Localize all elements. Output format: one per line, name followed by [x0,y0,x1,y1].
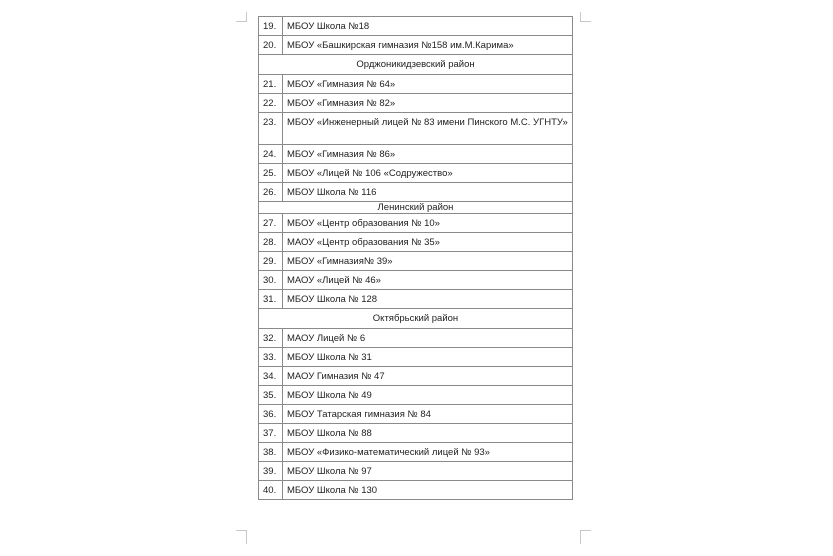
school-name: МБОУ «Лицей № 106 «Содружество» [283,164,573,183]
table-row [259,214,573,233]
row-number: 22. [259,94,283,113]
school-name: МБОУ «Гимназия№ 39» [283,252,573,271]
school-name: МБОУ Школа № 97 [283,462,573,481]
district-header-row [259,202,573,214]
crop-mark-bottom-right-h [581,530,591,531]
district-header-row [259,309,573,329]
table-row [259,252,573,271]
school-name: МБОУ Школа №18 [283,17,573,36]
table-row [259,424,573,443]
crop-mark-bottom-right-v [580,530,581,544]
table-row [259,94,573,113]
table-row [259,17,573,36]
crop-mark-bottom-left-v [246,530,247,544]
school-name: МАОУ «Центр образования № 35» [283,233,573,252]
row-number: 36. [259,405,283,424]
school-name: МБОУ «Физико-математический лицей № 93» [283,443,573,462]
row-number: 31. [259,290,283,309]
table-row [259,233,573,252]
row-number: 21. [259,75,283,94]
row-number: 26. [259,183,283,202]
row-number: 38. [259,443,283,462]
table-row [259,386,573,405]
row-number: 25. [259,164,283,183]
school-name: МБОУ Школа № 130 [283,481,573,500]
row-number: 19. [259,17,283,36]
school-name: МБОУ Школа № 116 [283,183,573,202]
crop-mark-top-left-h [236,21,246,22]
table-row [259,367,573,386]
table-row [259,329,573,348]
crop-mark-top-right-h [581,21,591,22]
table-row [259,348,573,367]
row-number: 27. [259,214,283,233]
school-name: МАОУ Гимназия № 47 [283,367,573,386]
row-number: 20. [259,36,283,55]
school-name: МБОУ Татарская гимназия № 84 [283,405,573,424]
row-number: 39. [259,462,283,481]
school-name: МБОУ «Гимназия № 82» [283,94,573,113]
table-row [259,36,573,55]
district-header-row [259,55,573,75]
row-number: 30. [259,271,283,290]
row-number: 37. [259,424,283,443]
table-row [259,271,573,290]
table-row [259,462,573,481]
table-row [259,75,573,94]
table-row [259,481,573,500]
row-number: 24. [259,145,283,164]
row-number: 40. [259,481,283,500]
row-number: 32. [259,329,283,348]
district-name: Ленинский район [259,202,573,214]
row-number: 23. [259,113,283,145]
school-name: МБОУ Школа № 88 [283,424,573,443]
school-name: МБОУ «Башкирская гимназия №158 им.М.Карима» [283,36,573,55]
row-number: 28. [259,233,283,252]
document-sheet [258,16,573,500]
table-row [259,443,573,462]
district-name: Орджоникидзевский район [259,55,573,75]
table-row [259,405,573,424]
school-name: МБОУ Школа № 128 [283,290,573,309]
school-name: МБОУ Школа № 49 [283,386,573,405]
school-name: МАОУ Лицей № 6 [283,329,573,348]
school-name: МБОУ «Центр образования № 10» [283,214,573,233]
row-number: 34. [259,367,283,386]
row-number: 33. [259,348,283,367]
table-row [259,290,573,309]
table-row [259,183,573,202]
row-number: 29. [259,252,283,271]
school-name: МБОУ «Инженерный лицей № 83 имени Пинского М.С. УГНТУ» [283,113,573,145]
school-name: МАОУ «Лицей № 46» [283,271,573,290]
row-number: 35. [259,386,283,405]
crop-mark-top-left-v [246,12,247,22]
school-name: МБОУ Школа № 31 [283,348,573,367]
crop-mark-bottom-left-h [236,530,246,531]
table-row [259,113,573,145]
district-name: Октябрьский район [259,309,573,329]
schools-table [258,16,573,500]
school-name: МБОУ «Гимназия № 86» [283,145,573,164]
table-row [259,164,573,183]
table-row [259,145,573,164]
school-name: МБОУ «Гимназия № 64» [283,75,573,94]
